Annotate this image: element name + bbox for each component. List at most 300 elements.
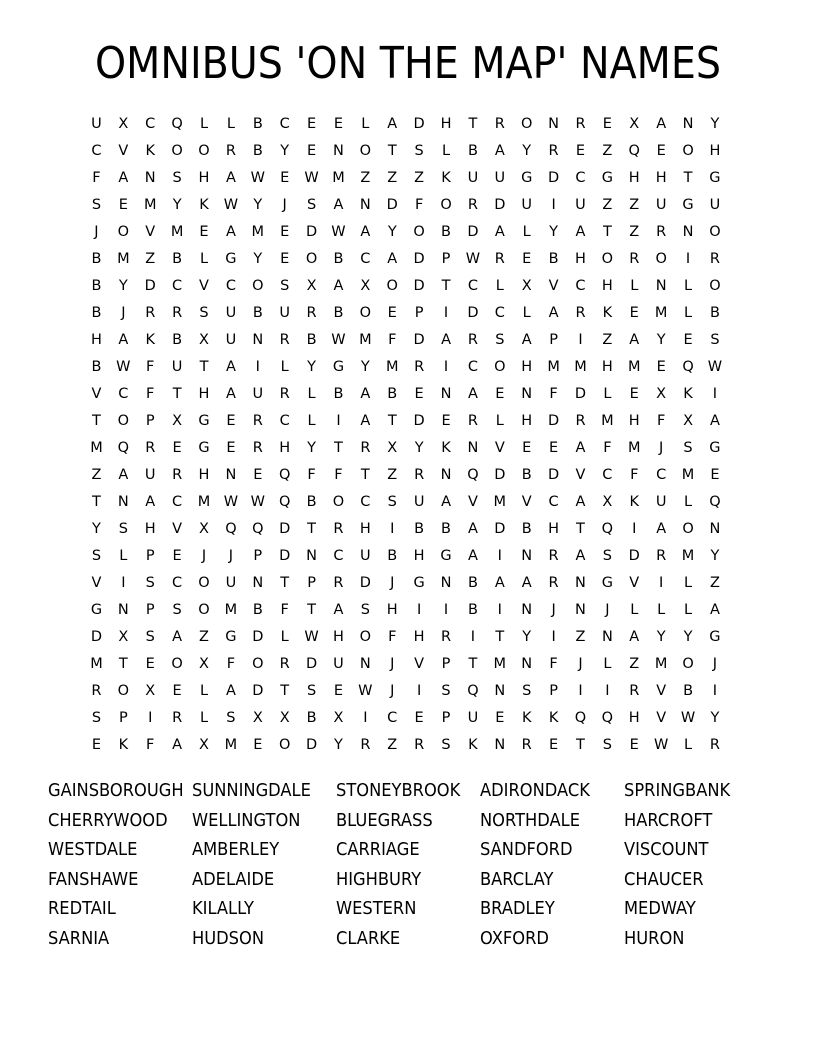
grid-letter[interactable]: I [148,710,153,726]
grid-letter[interactable]: L [522,224,531,240]
grid-letter[interactable]: M [654,305,668,321]
grid-letter[interactable]: E [280,251,290,267]
grid-letter[interactable]: M [654,656,668,672]
grid-letter[interactable]: B [91,278,102,294]
grid-letter[interactable]: S [306,683,317,699]
grid-letter[interactable]: D [628,548,640,564]
grid-letter[interactable]: Q [252,521,264,537]
grid-letter[interactable]: J [659,440,664,456]
grid-letter[interactable]: X [199,656,209,672]
grid-letter[interactable]: T [307,602,316,618]
grid-letter[interactable]: E [253,737,263,753]
grid-letter[interactable]: Q [628,143,640,159]
grid-letter[interactable]: Q [709,494,721,510]
grid-letter[interactable]: Y [710,710,720,726]
grid-letter[interactable]: M [224,737,238,753]
grid-letter[interactable]: D [386,197,398,213]
grid-letter[interactable]: S [172,170,182,186]
grid-letter[interactable]: N [467,440,479,456]
grid-letter[interactable]: A [360,413,371,429]
grid-letter[interactable]: Y [253,197,263,213]
grid-letter[interactable]: H [413,629,425,645]
grid-letter[interactable]: R [521,737,532,753]
grid-letter[interactable]: M [601,413,614,429]
grid-letter[interactable]: B [306,494,317,510]
grid-letter[interactable]: S [91,548,102,564]
grid-letter[interactable]: G [225,251,237,267]
grid-letter[interactable]: G [601,170,613,186]
grid-letter[interactable]: E [253,467,263,483]
grid-letter[interactable]: U [91,116,102,132]
grid-letter[interactable]: H [198,170,210,186]
grid-letter[interactable]: Y [92,521,101,537]
grid-letter[interactable]: N [521,386,533,402]
grid-letter[interactable]: I [632,521,637,537]
grid-letter[interactable]: I [443,359,449,375]
grid-letter[interactable]: I [363,710,368,726]
grid-letter[interactable]: F [146,737,155,753]
grid-letter[interactable]: K [118,737,129,753]
grid-letter[interactable]: F [603,440,612,456]
grid-letter[interactable]: E [495,710,505,726]
grid-letter[interactable]: J [228,548,234,564]
grid-letter[interactable]: Z [602,197,613,213]
grid-letter[interactable]: X [629,116,640,132]
grid-letter[interactable]: T [280,575,290,591]
grid-letter[interactable]: O [117,224,130,240]
grid-letter[interactable]: L [307,413,316,429]
grid-letter[interactable]: S [226,710,236,726]
grid-letter[interactable]: U [252,386,264,402]
grid-letter[interactable]: S [360,602,370,618]
grid-letter[interactable]: J [578,656,583,672]
grid-letter[interactable]: S [522,683,532,699]
grid-letter[interactable]: Q [278,494,291,510]
grid-letter[interactable]: G [332,359,345,375]
grid-letter[interactable]: G [440,548,452,564]
grid-letter[interactable]: K [199,197,209,213]
grid-letter[interactable]: Y [307,440,316,456]
grid-letter[interactable]: N [144,170,156,186]
grid-letter[interactable]: H [413,548,425,564]
grid-letter[interactable]: T [468,656,478,672]
grid-letter[interactable]: H [521,359,533,375]
grid-letter[interactable]: U [413,494,425,510]
grid-letter[interactable]: F [549,386,558,402]
grid-letter[interactable]: S [145,575,155,591]
grid-letter[interactable]: N [117,494,129,510]
grid-letter[interactable]: A [575,548,586,564]
grid-letter[interactable]: F [630,467,639,483]
grid-letter[interactable]: O [278,737,291,753]
grid-letter[interactable]: R [629,683,640,699]
grid-letter[interactable]: Q [467,467,479,483]
grid-letter[interactable]: I [416,602,422,618]
grid-letter[interactable]: N [521,656,533,672]
grid-letter[interactable]: S [602,548,612,564]
grid-letter[interactable]: B [467,602,478,618]
grid-letter[interactable]: E [172,440,182,456]
grid-letter[interactable]: U [467,170,479,186]
grid-letter[interactable]: V [172,521,183,537]
grid-letter[interactable]: I [712,386,718,402]
grid-letter[interactable]: Y [522,629,532,645]
grid-letter[interactable]: S [280,278,290,294]
grid-letter[interactable]: T [92,494,101,510]
grid-letter[interactable]: I [685,251,691,267]
grid-letter[interactable]: E [522,440,532,456]
grid-letter[interactable]: N [333,143,344,159]
grid-letter[interactable]: P [145,413,155,429]
grid-letter[interactable]: A [494,143,505,159]
grid-letter[interactable]: R [494,251,505,267]
grid-letter[interactable]: Y [172,197,182,213]
grid-letter[interactable]: B [252,116,263,132]
grid-letter[interactable]: E [549,440,559,456]
grid-letter[interactable]: Q [574,710,587,726]
grid-letter[interactable]: F [307,467,316,483]
grid-letter[interactable]: Z [629,224,640,240]
grid-letter[interactable]: Y [334,737,343,753]
grid-letter[interactable]: G [709,170,721,186]
grid-letter[interactable]: Y [307,359,316,375]
grid-letter[interactable]: N [252,332,264,348]
grid-letter[interactable]: C [360,251,371,267]
grid-letter[interactable]: N [494,737,506,753]
grid-letter[interactable]: E [414,386,424,402]
grid-letter[interactable]: A [360,386,371,402]
grid-letter[interactable]: W [707,359,723,375]
grid-letter[interactable]: L [495,278,504,294]
grid-letter[interactable]: R [440,629,452,645]
grid-letter[interactable]: I [497,602,502,618]
grid-letter[interactable]: C [575,170,586,186]
grid-letter[interactable]: C [225,278,236,294]
grid-letter[interactable]: W [358,683,373,699]
grid-letter[interactable]: Z [575,629,586,645]
grid-letter[interactable]: G [601,575,613,591]
grid-letter[interactable]: D [279,521,291,537]
grid-letter[interactable]: S [199,305,209,321]
grid-letter[interactable]: H [333,629,344,645]
grid-letter[interactable]: W [223,197,239,213]
grid-letter[interactable]: W [116,359,131,375]
grid-letter[interactable]: T [92,413,101,429]
grid-letter[interactable]: D [305,656,318,672]
grid-letter[interactable]: N [682,116,694,132]
grid-letter[interactable]: B [306,332,317,348]
grid-letter[interactable]: H [601,359,613,375]
grid-letter[interactable]: S [710,332,720,348]
grid-letter[interactable]: C [467,278,478,294]
grid-letter[interactable]: P [145,548,155,564]
grid-letter[interactable]: L [495,413,504,429]
grid-letter[interactable]: E [306,143,317,159]
grid-letter[interactable]: A [225,359,236,375]
grid-letter[interactable]: E [333,116,344,132]
grid-letter[interactable]: E [629,386,639,402]
grid-letter[interactable]: S [91,197,102,213]
grid-letter[interactable]: C [279,116,290,132]
grid-letter[interactable]: O [171,143,183,159]
grid-letter[interactable]: D [494,467,506,483]
grid-letter[interactable]: D [467,305,479,321]
grid-letter[interactable]: I [497,548,502,564]
grid-letter[interactable]: C [360,494,371,510]
grid-letter[interactable]: Z [414,170,425,186]
grid-letter[interactable]: O [252,278,264,294]
grid-letter[interactable]: D [90,629,103,645]
grid-letter[interactable]: Y [387,224,397,240]
grid-letter[interactable]: B [333,251,344,267]
grid-letter[interactable]: B [172,251,183,267]
grid-letter[interactable]: L [199,683,209,699]
grid-letter[interactable]: O [601,251,614,267]
grid-letter[interactable]: J [605,602,610,618]
grid-letter[interactable]: L [657,602,666,618]
grid-letter[interactable]: M [681,548,695,564]
grid-letter[interactable]: G [90,602,103,618]
grid-letter[interactable]: V [656,710,667,726]
grid-letter[interactable]: E [333,683,344,699]
grid-letter[interactable]: V [118,143,129,159]
grid-letter[interactable]: T [468,116,478,132]
grid-letter[interactable]: K [145,332,155,348]
grid-letter[interactable]: O [359,629,372,645]
grid-letter[interactable]: T [307,521,316,537]
grid-letter[interactable]: C [602,467,613,483]
grid-letter[interactable]: L [683,494,693,510]
grid-letter[interactable]: D [467,224,479,240]
grid-letter[interactable]: V [629,575,640,591]
grid-letter[interactable]: C [279,413,290,429]
grid-letter[interactable]: M [493,656,507,672]
grid-letter[interactable]: O [682,656,694,672]
grid-letter[interactable]: A [656,521,667,537]
grid-letter[interactable]: V [414,656,425,672]
grid-letter[interactable]: N [521,548,533,564]
grid-letter[interactable]: O [252,656,264,672]
grid-letter[interactable]: X [145,683,156,699]
grid-letter[interactable]: R [656,224,667,240]
grid-letter[interactable]: C [467,359,478,375]
grid-letter[interactable]: R [279,656,290,672]
grid-letter[interactable]: A [629,629,640,645]
grid-letter[interactable]: N [575,575,586,591]
grid-letter[interactable]: N [682,224,694,240]
grid-letter[interactable]: P [253,548,263,564]
grid-letter[interactable]: Z [602,143,613,159]
grid-letter[interactable]: E [414,710,424,726]
grid-letter[interactable]: B [441,224,451,240]
grid-letter[interactable]: I [443,602,449,618]
grid-letter[interactable]: H [198,386,210,402]
grid-letter[interactable]: V [467,494,478,510]
grid-letter[interactable]: Z [387,467,398,483]
grid-letter[interactable]: Q [117,440,130,456]
grid-letter[interactable]: H [601,278,613,294]
grid-letter[interactable]: A [656,116,667,132]
grid-letter[interactable]: O [413,224,425,240]
grid-letter[interactable]: R [467,332,478,348]
grid-letter[interactable]: T [576,737,585,753]
grid-letter[interactable]: G [709,629,721,645]
grid-letter[interactable]: S [683,440,693,456]
grid-letter[interactable]: O [494,359,506,375]
grid-letter[interactable]: N [306,548,317,564]
grid-letter[interactable]: A [118,170,129,186]
grid-letter[interactable]: R [172,710,183,726]
grid-letter[interactable]: V [521,494,532,510]
grid-letter[interactable]: R [172,305,183,321]
grid-letter[interactable]: K [548,710,559,726]
grid-letter[interactable]: A [118,332,129,348]
grid-letter[interactable]: O [359,143,372,159]
grid-letter[interactable]: D [279,548,291,564]
grid-letter[interactable]: R [145,305,156,321]
grid-letter[interactable]: K [602,305,613,321]
grid-letter[interactable]: Y [118,278,128,294]
grid-letter[interactable]: I [551,629,556,645]
grid-letter[interactable]: A [387,251,398,267]
grid-letter[interactable]: G [682,197,694,213]
grid-letter[interactable]: W [331,224,346,240]
grid-letter[interactable]: S [91,710,102,726]
grid-letter[interactable]: T [602,224,612,240]
grid-letter[interactable]: V [91,575,102,591]
grid-letter[interactable]: V [145,224,156,240]
grid-letter[interactable]: Y [253,251,263,267]
grid-letter[interactable]: V [575,467,586,483]
grid-letter[interactable]: G [198,413,210,429]
grid-letter[interactable]: C [172,278,183,294]
grid-letter[interactable]: V [656,683,667,699]
grid-letter[interactable]: D [548,170,560,186]
grid-letter[interactable]: I [578,332,583,348]
grid-letter[interactable]: A [467,548,478,564]
grid-letter[interactable]: N [601,629,613,645]
grid-letter[interactable]: X [360,278,371,294]
grid-letter[interactable]: A [441,494,451,510]
grid-letter[interactable]: R [252,413,263,429]
grid-letter[interactable]: Z [199,629,209,645]
grid-letter[interactable]: S [306,197,317,213]
grid-letter[interactable]: O [198,575,210,591]
grid-letter[interactable]: A [172,737,183,753]
grid-letter[interactable]: D [413,413,425,429]
grid-letter[interactable]: E [441,413,451,429]
grid-letter[interactable]: L [280,359,289,375]
grid-letter[interactable]: A [709,602,720,618]
grid-letter[interactable]: R [306,305,317,321]
grid-letter[interactable]: W [331,332,346,348]
grid-letter[interactable]: U [333,656,344,672]
grid-letter[interactable]: Y [656,332,666,348]
grid-letter[interactable]: G [413,575,425,591]
grid-letter[interactable]: G [225,629,237,645]
grid-letter[interactable]: A [521,575,532,591]
grid-letter[interactable]: Z [387,170,398,186]
grid-letter[interactable]: H [521,413,533,429]
grid-letter[interactable]: O [709,224,721,240]
grid-letter[interactable]: A [225,170,236,186]
grid-letter[interactable]: K [468,737,478,753]
grid-letter[interactable]: Y [683,629,693,645]
grid-letter[interactable]: R [225,143,236,159]
grid-letter[interactable]: W [653,737,669,753]
grid-letter[interactable]: U [709,197,721,213]
grid-letter[interactable]: G [521,170,533,186]
grid-letter[interactable]: B [172,332,183,348]
grid-letter[interactable]: A [548,305,559,321]
grid-letter[interactable]: X [656,386,667,402]
grid-letter[interactable]: B [548,251,559,267]
grid-letter[interactable]: I [712,683,718,699]
grid-letter[interactable]: J [390,575,395,591]
grid-letter[interactable]: R [172,467,183,483]
grid-letter[interactable]: Q [225,521,237,537]
grid-letter[interactable]: D [144,278,156,294]
grid-letter[interactable]: R [575,305,586,321]
grid-letter[interactable]: E [602,116,612,132]
grid-letter[interactable]: M [628,440,641,456]
grid-letter[interactable]: T [172,386,182,402]
grid-letter[interactable]: M [197,494,211,510]
grid-letter[interactable]: D [548,467,560,483]
grid-letter[interactable]: P [549,332,558,348]
grid-letter[interactable]: X [306,278,317,294]
grid-letter[interactable]: J [282,197,287,213]
grid-letter[interactable]: R [709,737,720,753]
grid-letter[interactable]: T [387,143,397,159]
grid-letter[interactable]: R [333,575,344,591]
grid-letter[interactable]: X [118,116,129,132]
grid-letter[interactable]: M [628,359,641,375]
grid-letter[interactable]: J [121,305,126,321]
grid-letter[interactable]: E [280,170,290,186]
grid-letter[interactable]: Q [682,359,694,375]
grid-letter[interactable]: M [90,656,103,672]
grid-letter[interactable]: I [551,197,556,213]
grid-letter[interactable]: S [172,602,182,618]
grid-letter[interactable]: U [225,305,237,321]
grid-letter[interactable]: C [548,494,559,510]
grid-letter[interactable]: Z [387,737,398,753]
grid-letter[interactable]: E [199,224,209,240]
grid-letter[interactable]: N [655,278,667,294]
grid-letter[interactable]: S [441,683,451,699]
grid-letter[interactable]: Q [467,683,479,699]
grid-letter[interactable]: P [145,602,155,618]
grid-letter[interactable]: E [710,467,720,483]
grid-letter[interactable]: E [280,224,290,240]
grid-letter[interactable]: C [172,575,183,591]
grid-letter[interactable]: Y [522,143,532,159]
grid-letter[interactable]: W [465,251,481,267]
grid-letter[interactable]: M [224,602,238,618]
grid-letter[interactable]: N [440,386,452,402]
grid-letter[interactable]: U [171,359,183,375]
grid-letter[interactable]: J [390,656,395,672]
grid-letter[interactable]: I [255,359,260,375]
grid-letter[interactable]: L [630,278,639,294]
grid-letter[interactable]: M [143,197,157,213]
grid-letter[interactable]: X [521,278,532,294]
grid-letter[interactable]: L [307,386,316,402]
grid-letter[interactable]: Y [710,116,720,132]
grid-letter[interactable]: A [333,602,344,618]
grid-letter[interactable]: N [548,116,560,132]
